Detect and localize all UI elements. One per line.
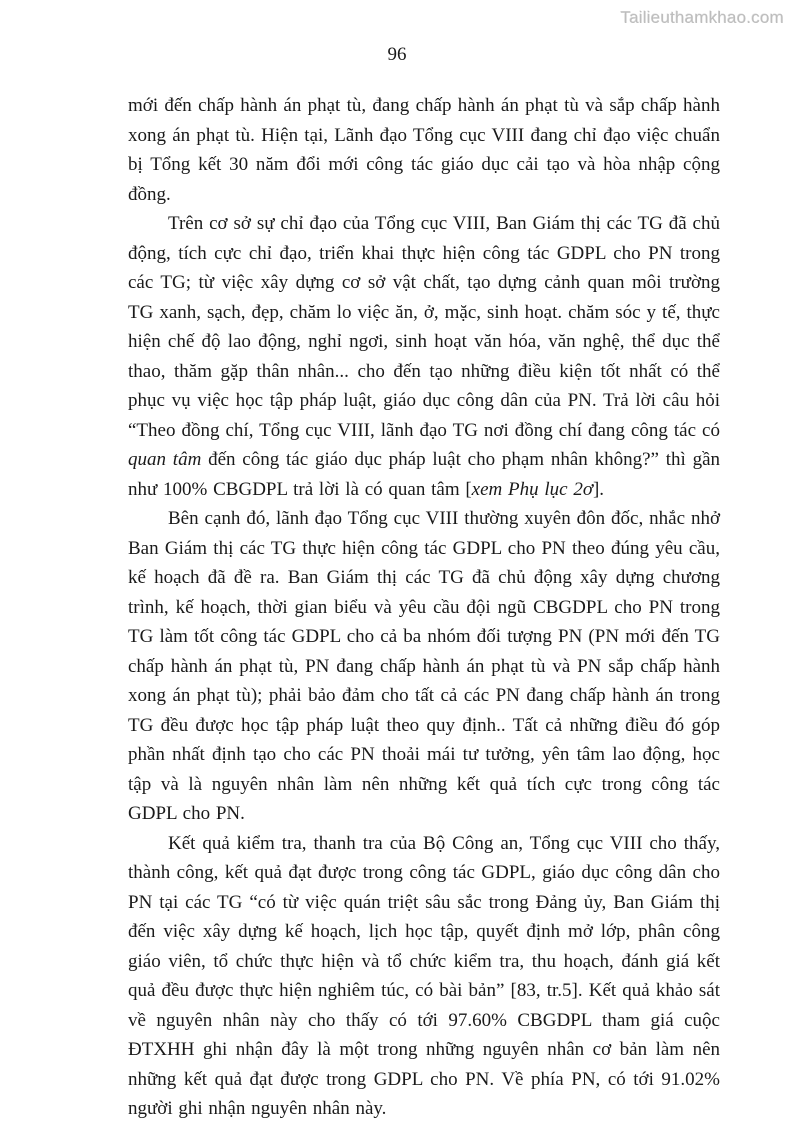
paragraph bbox=[128, 209, 720, 504]
text-run: Trên cơ sở sự chỉ đạo của Tổng cục VIII, Ban Giám thị các TG đã chủ động, tích cực chỉ đạo, triển khai thực hiện công tác GDPL cho PN trong các TG; từ việc xây dựng cơ sở vật chất, tạo dựng cảnh quan môi trường TG xanh, sạch, đẹp, chăm lo việc ăn, ở, mặc, sinh hoạt. chăm sóc y tế, thực hiện chế độ lao động, nghỉ ngơi, sinh hoạt văn hóa, văn nghệ, thể dục thể thao, thăm gặp thân nhân... cho đến tạo những điều kiện tốt nhất có thể phục vụ việc học tập pháp luật, giáo dục công dân của PN. Trả lời câu hỏi “Theo đồng chí, Tổng cục VIII, lãnh đạo TG nơi đồng chí đang công tác có bbox=[128, 213, 720, 441]
page-number: 96 bbox=[387, 44, 407, 65]
paragraph bbox=[128, 829, 720, 1124]
page-body bbox=[128, 91, 720, 1124]
text-run: Bên cạnh đó, lãnh đạo Tổng cục VIII thường xuyên đôn đốc, nhắc nhở Ban Giám thị các TG thực hiện công tác GDPL cho PN theo đúng yêu cầu, kế hoạch đã đề ra. Ban Giám thị các TG đã chủ động xây dựng chương trình, kế hoạch, thời gian biểu và yêu cầu đội ngũ CBGDPL cho PN trong TG làm tốt công tác GDPL cho cả ba nhóm đối tượng PN (PN mới đến TG chấp hành án phạt tù, PN đang chấp hành án phạt tù và PN sắp chấp hành xong án phạt tù); phải bảo đảm cho tất cả các PN đang chấp hành án trong TG đều được học tập pháp luật theo quy định.. Tất cả những điều đó góp phần nhất định tạo cho các PN thoải mái tư tưởng, yên tâm lao động, học tập và là nguyên nhân làm nên những kết quả tích cực trong công tác GDPL cho PN. bbox=[128, 508, 720, 824]
watermark: Tailieuthamkhao.com bbox=[620, 8, 784, 27]
paragraph bbox=[128, 504, 720, 829]
text-run-italic: quan tâm bbox=[128, 449, 202, 470]
paragraph bbox=[128, 91, 720, 209]
text-run-italic: xem Phụ lục 2ơ bbox=[471, 478, 593, 500]
text-run: đến công tác giáo dục pháp luật cho phạm nhân không?” thì gần như 100% CBGDPL trả lời là có quan tâm [ bbox=[128, 449, 721, 500]
text-run: Kết quả kiểm tra, thanh tra của Bộ Công an, Tổng cục VIII cho thấy, thành công, kết quả đạt được trong công tác GDPL, giáo dục công dân cho PN tại các TG “có từ việc quán triệt sâu sắc trong Đảng ủy, Ban Giám thị đến việc xây dựng kế hoạch, lịch học tập, quyết định mở lớp, phân công giáo viên, tổ chức thực hiện và tổ chức kiểm tra, thu hoạch, đánh giá kết quả đều được thực hiện nghiêm túc, có bài bản” [83, tr.5]. Kết quả khảo sát về nguyên nhân này cho thấy có tới 97.60% CBGDPL tham giá cuộc ĐTXHH ghi nhận đây là một trong những nguyên nhân cơ bản làm nên những kết quả đạt được trong GDPL cho PN. Về phía PN, có tới 91.02% người ghi nhận nguyên nhân này. bbox=[128, 832, 720, 1119]
text-run: ]. bbox=[592, 478, 605, 500]
text-run: mới đến chấp hành án phạt tù, đang chấp hành án phạt tù và sắp chấp hành xong án phạt tù. Hiện tại, Lãnh đạo Tổng cục VIII đang chỉ đạo việc chuẩn bị Tổng kết 30 năm đổi mới công tác giáo dục cải tạo và hòa nhập cộng đồng. bbox=[128, 95, 720, 205]
